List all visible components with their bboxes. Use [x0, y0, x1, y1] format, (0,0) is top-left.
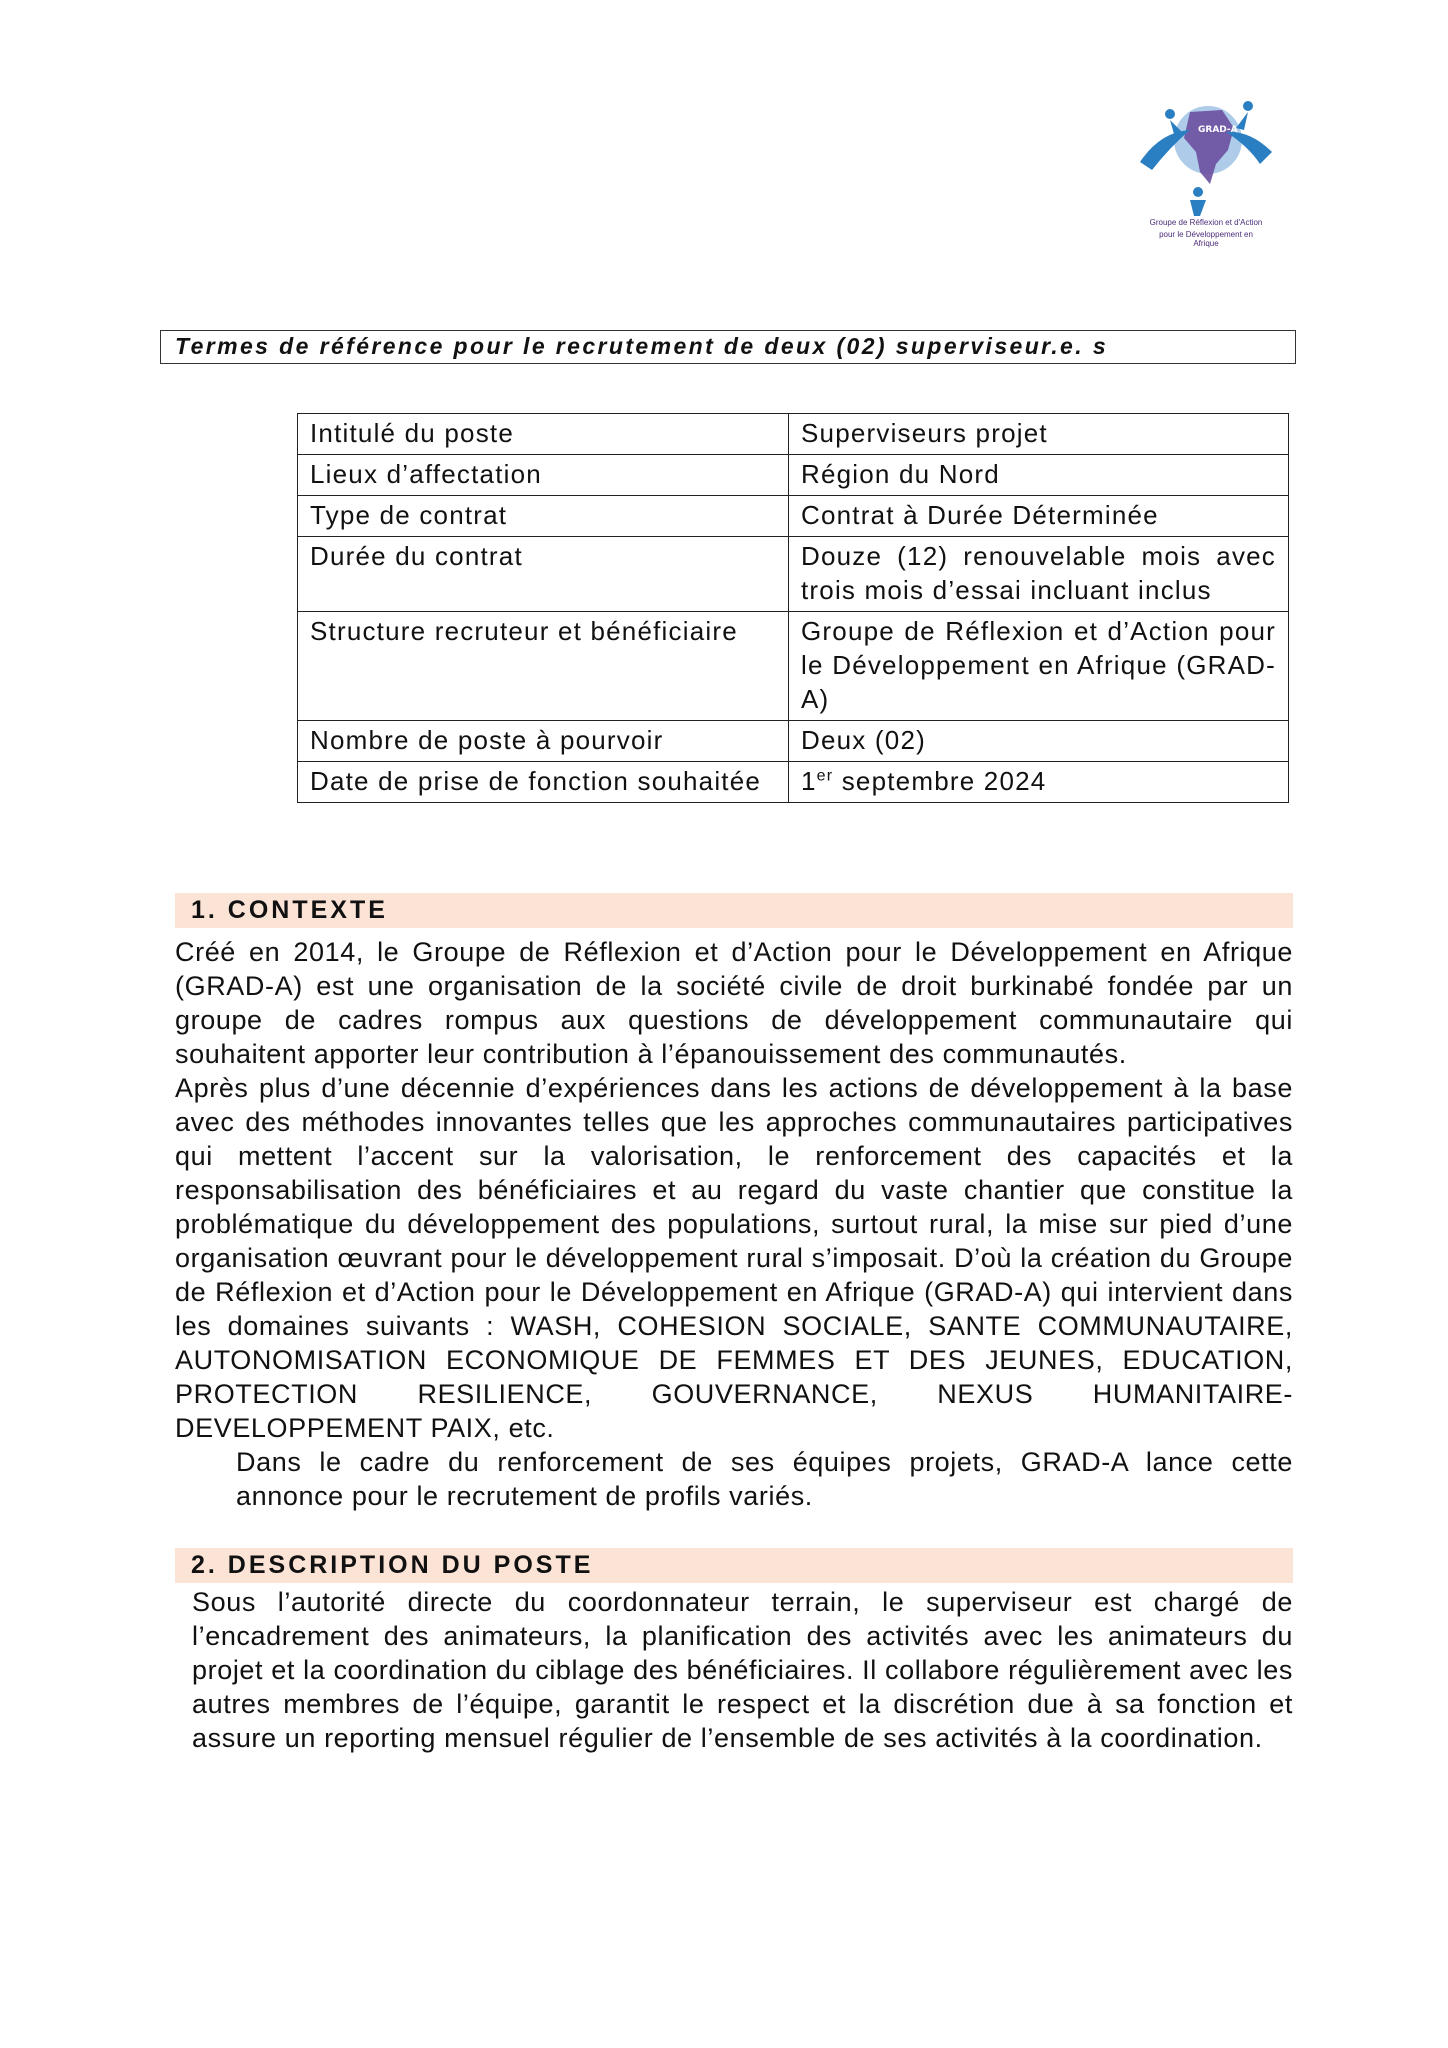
row-value: Superviseurs projet — [789, 414, 1289, 455]
description-paragraph-1: Sous l’autorité directe du coordonnateur terrain, le superviseur est chargé de l’encadrement des animateurs, la planification des activités avec les animateurs du projet et la coordination du ciblage des bénéficiaires. Il collabore régulièrement avec les autres membres de l’équipe, garantit le respect et la discrétion due à sa fonction et assure un reporting mensuel régulier de l’ensemble de ses activités à la coordination. — [192, 1587, 1293, 1753]
row-label: Intitulé du poste — [298, 414, 789, 455]
date-ordinal: er — [816, 767, 834, 785]
row-value: Deux (02) — [789, 721, 1289, 762]
row-label: Nombre de poste à pourvoir — [298, 721, 789, 762]
row-label: Type de contrat — [298, 496, 789, 537]
row-value: Région du Nord — [789, 455, 1289, 496]
contexte-paragraph-3: Dans le cadre du renforcement de ses équipes projets, GRAD-A lance cette annonce pour le recrutement de profils variés. — [236, 1447, 1293, 1511]
date-rest: septembre 2024 — [833, 766, 1047, 796]
section-heading-description: 2. DESCRIPTION DU POSTE — [175, 1548, 1293, 1583]
table-row — [298, 414, 1289, 455]
grad-a-logo — [1130, 92, 1280, 252]
row-label: Lieux d’affectation — [298, 455, 789, 496]
contexte-paragraph-1: Créé en 2014, le Groupe de Réflexion et d’Action pour le Développement en Afrique (GRAD-A) est une organisation de la société civile de droit burkinabé fondée par un groupe de cadres rompus aux questions de développement communautaire qui souhaitent apporter leur contribution à l’épanouissement des communautés. — [175, 937, 1293, 1069]
job-info-table — [297, 413, 1289, 803]
table-row — [298, 721, 1289, 762]
table-row — [298, 537, 1289, 612]
row-label: Durée du contrat — [298, 537, 789, 612]
row-value: Contrat à Durée Déterminée — [789, 496, 1289, 537]
row-label: Structure recruteur et bénéficiaire — [298, 612, 789, 721]
contexte-paragraph-2: Après plus d’une décennie d’expériences dans les actions de développement à la base avec des méthodes innovantes telles que les approches communautaires participatives qui mettent l’accent sur la valorisation, le renforcement des capacités et la responsabilisation des bénéficiaires et au regard du vaste chantier que constitue la problématique du développement des populations, surtout rural, la mise sur pied d’une organisation œuvrant pour le développement rural s’imposait. D’où la création du Groupe de Réflexion et d’Action pour le Développement en Afrique (GRAD-A) qui intervient dans les domaines suivants : WASH, COHESION SOCIALE, SANTE COMMUNAUTAIRE, AUTONOMISATION ECONOMIQUE DE FEMMES ET DES JEUNES, EDUCATION, PROTECTION RESILIENCE, GOUVERNANCE, NEXUS HUMANITAIRE-DEVELOPPEMENT PAIX, etc. — [175, 1073, 1293, 1443]
table-row — [298, 455, 1289, 496]
table-row — [298, 612, 1289, 721]
logo-text: GRAD-A — [1198, 125, 1238, 135]
africa-figures-icon — [1130, 92, 1280, 217]
row-label: Date de prise de fonction souhaitée — [298, 762, 789, 803]
row-value: Groupe de Réflexion et d’Action pour le Développement en Afrique (GRAD-A) — [789, 612, 1289, 721]
document-title: Termes de référence pour le recrutement de deux (02) superviseur.e. s — [160, 330, 1296, 364]
row-value — [789, 762, 1289, 803]
date-day: 1 — [801, 766, 817, 796]
logo-caption-line2: pour le Développement en Afrique — [1159, 230, 1253, 248]
row-value: Douze (12) renouvelable mois avec trois mois d’essai incluant inclus — [789, 537, 1289, 612]
logo-caption-line1: Groupe de Réflexion et d'Action — [1149, 218, 1263, 227]
table-row — [298, 496, 1289, 537]
table-row — [298, 762, 1289, 803]
section-heading-contexte: 1. CONTEXTE — [175, 893, 1293, 928]
